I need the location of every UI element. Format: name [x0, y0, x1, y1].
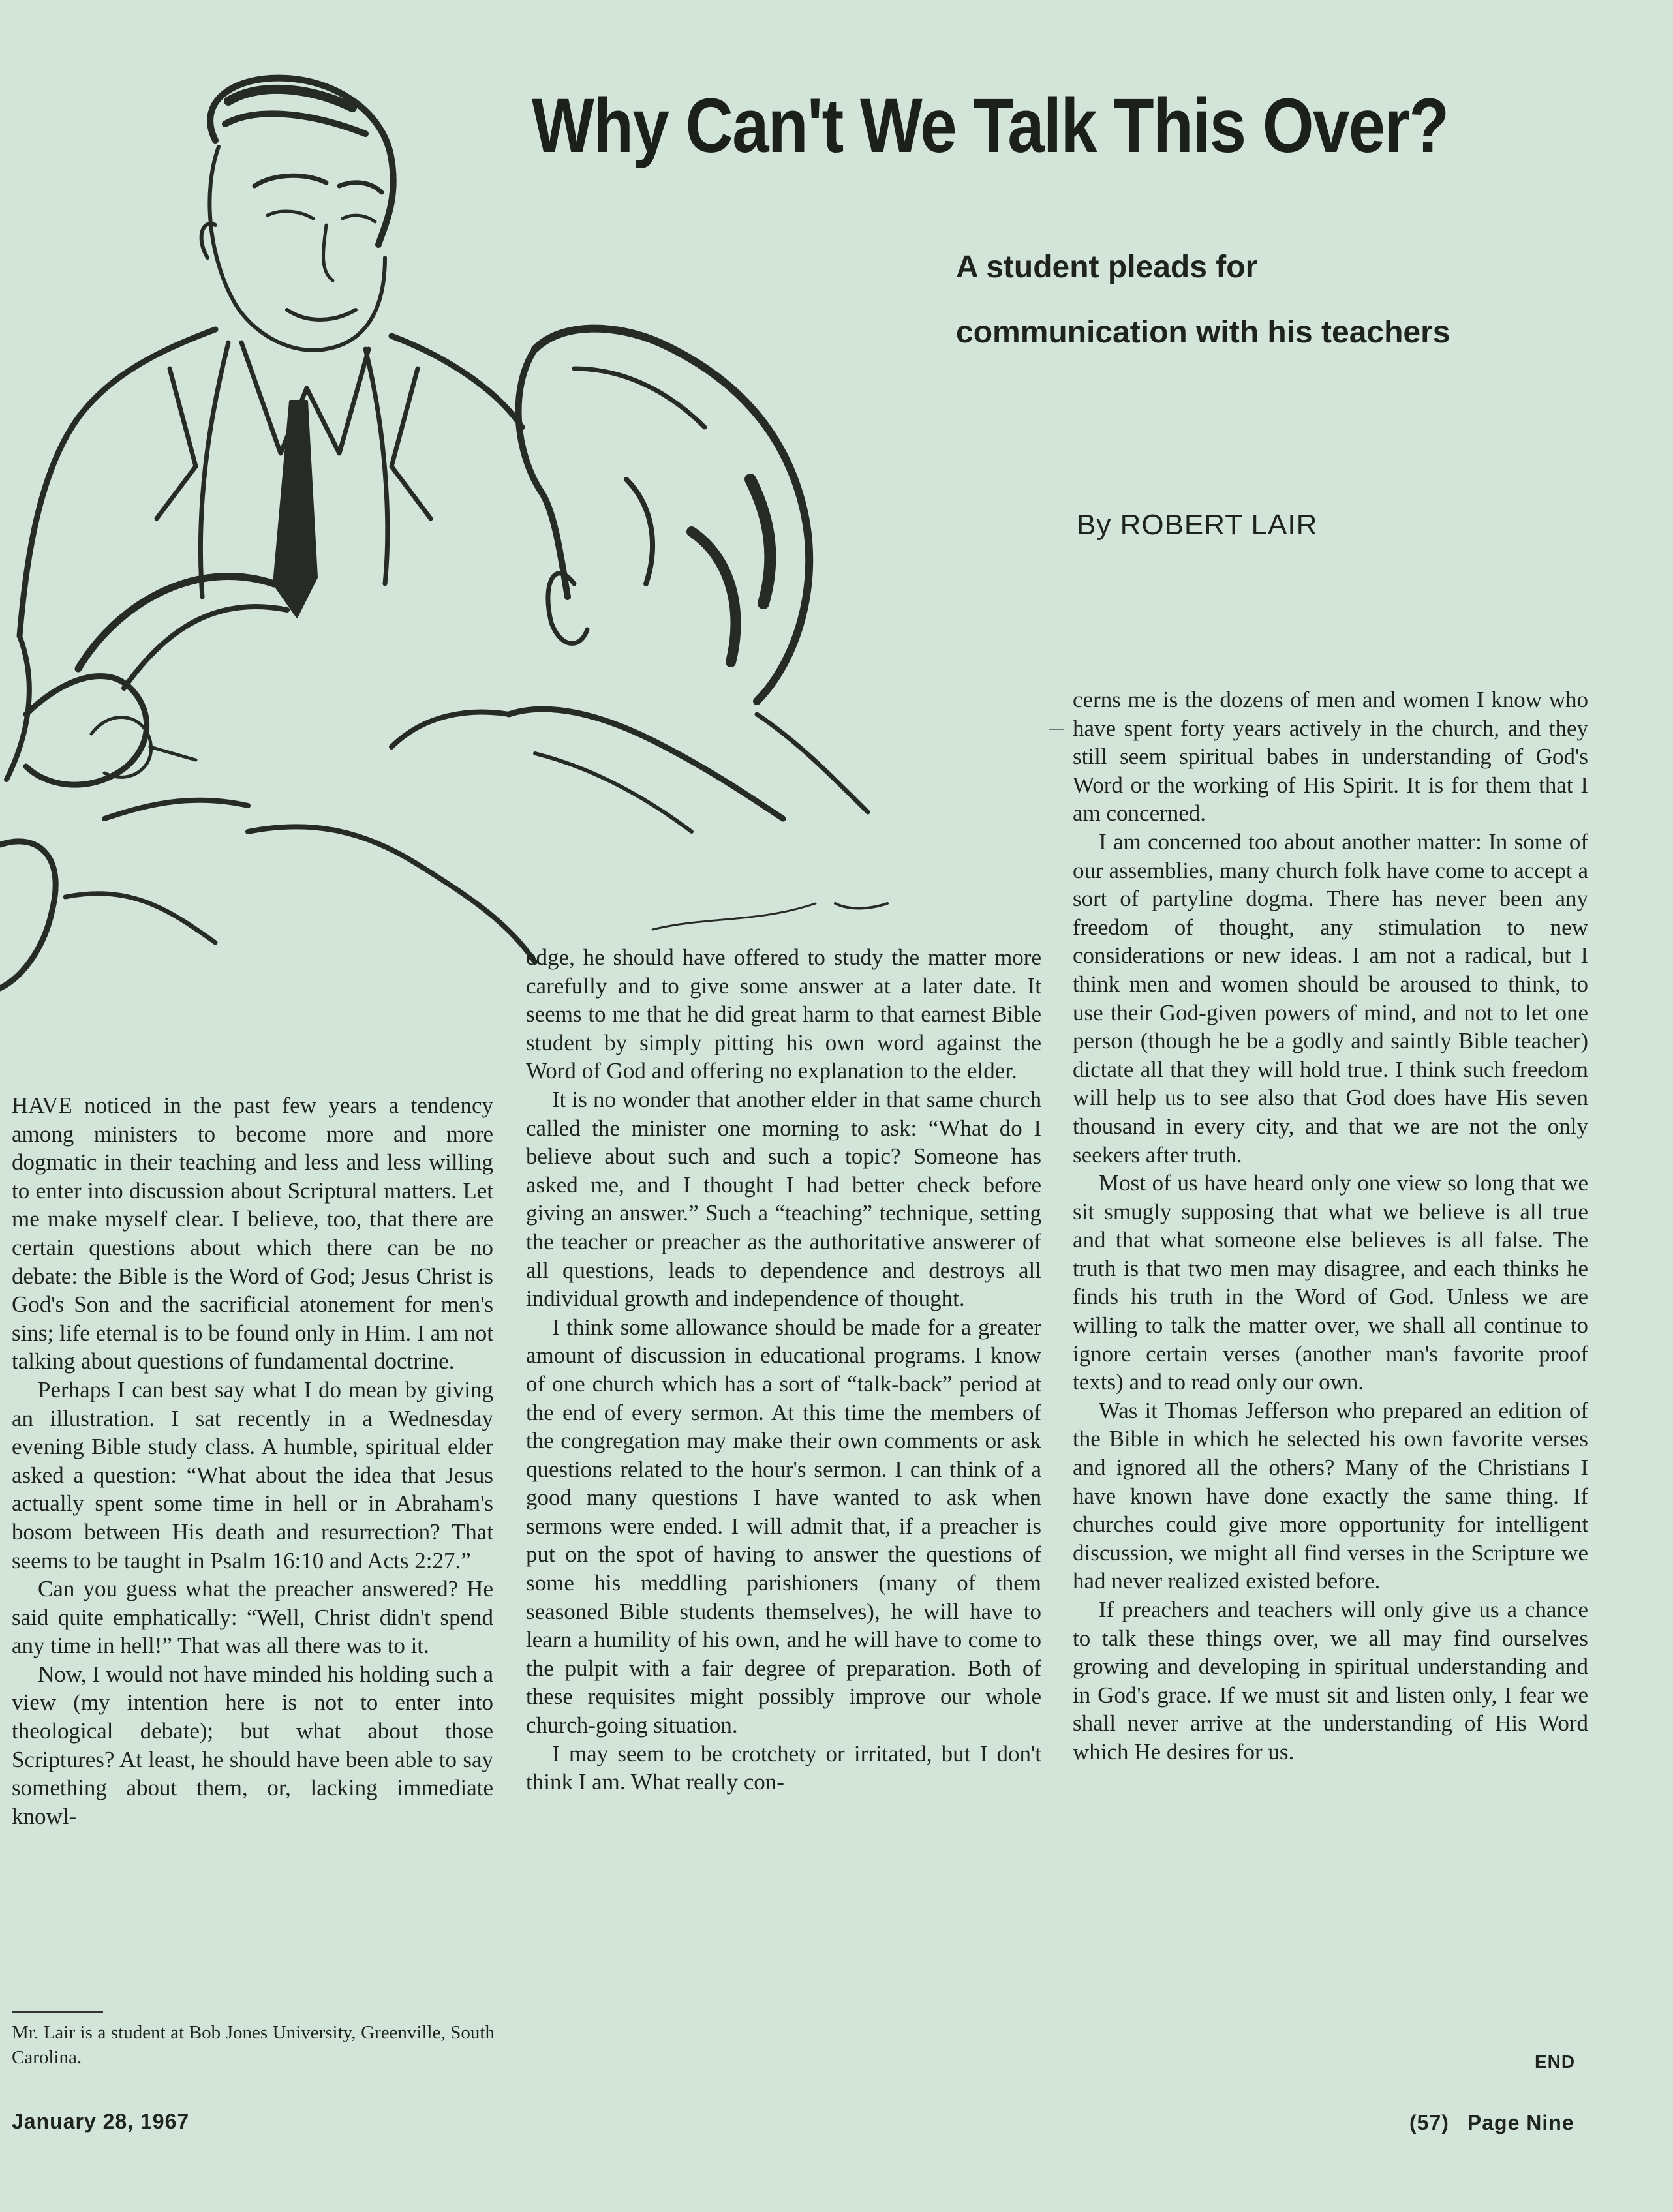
paragraph: Was it Thomas Jefferson who prepared an edition of the Bible in which he selected his own favorite verses and ignored all the others? Many of the Christians I have known have done exactly the same thing. If churches could give more opportunity for intelligent discussion, we might all find verses in the Scripture we had never realized existed before.: [1073, 1397, 1588, 1594]
footnote-rule: [12, 2011, 103, 2013]
article-title: Why Can't We Talk This Over?: [532, 83, 1449, 169]
paragraph: I may seem to be crotchety or irritated, but I don't think I am. What really con-: [526, 1740, 1041, 1795]
article-subtitle: [956, 235, 1450, 365]
paragraph: Now, I would not have minded his holding such a view (my intention here is not to enter into theological debate); but what about those Scriptures? At least, he should have been able to say something about them, or, lacking immediate knowl-: [12, 1661, 493, 1829]
gutter-mark: [1049, 729, 1064, 730]
paragraph: Perhaps I can best say what I do mean by giving an illustration. I sat recently in a Wednesday evening Bible study class. A humble, spiritual elder asked a question: “What about the idea that Jesus actually spent some time in hell or in Abraham's bosom between His death and resurrection? That seems to be taught in Psalm 16:10 and Acts 2:27.”: [12, 1376, 493, 1573]
paragraph: HAVE noticed in the past few years a tendency among ministers to become more and more dogmatic in their teaching and less and less willing to enter into discussion about Scriptural matters. Let me make myself clear. I believe, too, that there are certain questions about which there can be no debate: the Bible is the Word of God; Jesus Christ is God's Son and the sacrificial atonement for men's sins; life eternal is to be found only in Him. I am not talking about questions of fundamental doctrine.: [12, 1093, 493, 1374]
text-column-1: [12, 1091, 493, 1830]
byline: By ROBERT LAIR: [1077, 509, 1318, 541]
paragraph: cerns me is the dozens of men and women I know who have spent forty years actively in the church, and they still seem spiritual babes in understanding of God's Word or the working of His Spirit. It is for them that I am concerned.: [1073, 687, 1588, 826]
author-note: Mr. Lair is a student at Bob Jones University, Greenville, South Carolina.: [12, 2022, 495, 2068]
subtitle-line-2: communication with his teachers: [956, 315, 1450, 350]
paragraph: Most of us have heard only one view so long that we sit smugly supposing that what we believe is all true and that what someone else believes is all false. The truth is that two men may disagree, and each thinks he finds his truth in the Word of God. Unless we are willing to talk the matter over, we shall all continue to ignore certain verses (another man's favorite proof texts) and to read only our own.: [1073, 1170, 1588, 1395]
issue-page-number: (57): [1409, 2111, 1449, 2134]
text-column-3: [1073, 686, 1588, 1766]
sketch-illustration-icon: [0, 62, 900, 1014]
paragraph: I think some allowance should be made for a greater amount of discussion in educational programs. I know of one church which has a sort of “talk-back” period at the end of every sermon. At this time the members of the congregation may make their own comments or ask questions related to the hour's sermon. I can think of a good many questions I have wanted to ask when sermons were ended. I will admit that, if a preacher is put on the spot of having to answer the questions of some his meddling parishioners (many of them seasoned Bible students themselves), he will have to learn a humility of his own, and he will have to come to the pulpit with a fair degree of preparation. Both of these requisites might possibly improve our whole church-going situation.: [526, 1314, 1041, 1738]
text-column-2: [526, 943, 1041, 1796]
paragraph: edge, he should have offered to study the matter more carefully and to give some answer at a later date. It seems to me that he did great harm to that earnest Bible student by simply pitting his own word against the Word of God and offering no explanation to the elder.: [526, 945, 1041, 1084]
page-label: Page Nine: [1467, 2111, 1574, 2134]
paragraph: I am concerned too about another matter: In some of our assemblies, many church folk have come to accept a sort of partyline dogma. There has never been any freedom of thought, any stimulation to new considerations or new ideas. I am not a radical, but I think men and women should be aroused to think, to use their God-given powers of mind, and not to let one person (though he be a godly and saintly Bible teacher) dictate all that they will hold true. I think such freedom will help us to see also that God does have His seven thousand in every city, and that we are not the only seekers after truth.: [1073, 828, 1588, 1168]
paragraph: If preachers and teachers will only give us a chance to talk these things over, we all may find ourselves growing and developing in spiritual understanding and in God's grace. If we must sit and listen only, I fear we shall never arrive at the understanding of His Word which He desires for us.: [1073, 1597, 1588, 1765]
paragraph: Can you guess what the preacher answered? He said quite emphatically: “Well, Christ didn't spend any time in hell!” That was all there was to it.: [12, 1576, 493, 1659]
page-footer: [1409, 2111, 1574, 2135]
paragraph: It is no wonder that another elder in that same church called the minister one morning to ask: “What do I believe about such and such a topic? Someone has asked me, and I thought I had better check before giving an answer.” Such a “teaching” technique, setting the teacher or preacher as the authoritative answerer of all questions, leads to dependence and destroys all individual growth and independence of thought.: [526, 1086, 1041, 1312]
subtitle-line-1: A student pleads for: [956, 250, 1258, 284]
end-mark: END: [1535, 2052, 1576, 2072]
issue-date: January 28, 1967: [12, 2110, 190, 2133]
